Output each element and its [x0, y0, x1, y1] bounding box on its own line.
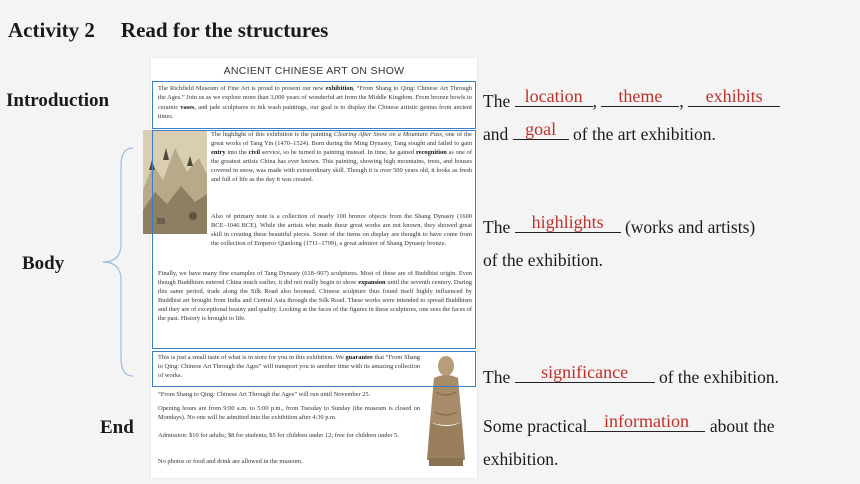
note-intro-line-1: The location , theme , exhibits	[483, 85, 780, 117]
note-body-line-2: of the exhibition.	[483, 250, 604, 270]
activity-title: Read for the structures	[120, 18, 329, 42]
body-brace	[97, 146, 137, 378]
intro-section-box	[152, 81, 476, 129]
note-intro-line-2: and goal of the art exhibition.	[483, 119, 716, 144]
article-intro-paragraph: The Richfield Museum of Fine Art is proud to present our new exhibition, “From Shang to Qing: Chinese Art Through the Ages.” Join us as we explore more than 3,000 years of wonderful art from the Middle Kingdom. From bronze bowls to ceramic vases, and jade sculptures to ink wash paintings, our goal is to display the Chinese artistic genius from ancient times.	[158, 85, 473, 120]
article-body-paragraph-3: Finally, we have many fine examples of Tang Dynasty (618–907) sculptures. Most of these are of Buddhist origin. Even though Buddhism entered China much earlier, it did not really begin to show expansion until the seventh century. During this same period, trade along the Silk Road also boomed. Chinese sculpture thus found itself highly influenced by Buddhist art brought from India and Central Asia through the Silk Road. These works were intended to spread Buddhism and they are of exceptional beauty and quality. Looking at the faces of the figures in these sculptures, one sees the faces of the past. History is brought to life.	[158, 270, 473, 322]
answer-location: location	[524, 86, 583, 106]
article-info-1: “From Shang to Qing: Chinese Art Through the Ages” will run until November 25.	[158, 391, 371, 398]
note-significance-line: The significance of the exhibition.	[483, 362, 780, 387]
body-label: Body	[22, 253, 65, 274]
answer-theme: theme	[618, 86, 663, 106]
body-section-box	[152, 130, 476, 349]
article-info-2: Opening hours are from 9:00 a.m. to 5:00 p.m., from Tuesday to Sunday (the museum is closed on Mondays). No one will be admitted into the exhibition after 4:30 p.m.	[158, 405, 420, 421]
answer-highlights: highlights	[531, 212, 604, 232]
note-body-line-1: The highlights (works and artists)	[483, 212, 756, 237]
article-info-4: No photos or food and drink are allowed in the museum.	[158, 458, 303, 465]
answer-information: information	[603, 411, 689, 431]
note-end-line-2: exhibition.	[483, 449, 559, 469]
note-end-line-1: Some practical information about the	[483, 411, 775, 436]
article-body-paragraph-1: The highlight of this exhibition is the painting Clearing After Snow on a Mountain Pass, one of the great works of Tang Yin (1470–1524). Born during the Ming Dynasty, Tang sought and failed to gain entry into the civil service, so he turned to painting instead. In time, he gained recognition as one of the greatest artists China has ever known. This painting, showing high mountains, trees, and houses covered in snow, was made with extraordinary skill. Though it is over 500 years old, it looks as fresh and full of life as the day it was created.	[211, 131, 472, 183]
article-info-3: Admission: $10 for adults; $8 for students; $5 for children under 12; free for children under 5.	[158, 432, 399, 439]
end-label: End	[100, 417, 134, 438]
answer-goal: goal	[525, 119, 557, 139]
answer-significance: significance	[541, 362, 629, 382]
introduction-label: Introduction	[6, 90, 110, 111]
article-heading: ANCIENT CHINESE ART ON SHOW	[223, 65, 405, 77]
article-body-paragraph-2: Also of primary note is a collection of nearly 100 bronze objects from the Shang Dynasty (1600 BCE–1046 BCE). While the artists who made these great works are not known, they showed great skill in creating these beautiful pieces. Some of the items on display are thought to have come from the collection of Emperor Qianlong (1711–1799), a great admirer of Shang Dynasty bronze.	[211, 213, 472, 247]
activity-label: Activity 2	[8, 18, 95, 42]
article-conclusion-paragraph: This is just a small taste of what is in store for you in this exhibition. We guarantee that “From Shang to Qing: Chinese Art Through the Ages” will transport you to another time with its amazing collection of works.	[158, 354, 420, 379]
answer-exhibits: exhibits	[705, 86, 763, 106]
conclusion-section-box	[152, 351, 476, 387]
slide-title	[8, 18, 328, 43]
